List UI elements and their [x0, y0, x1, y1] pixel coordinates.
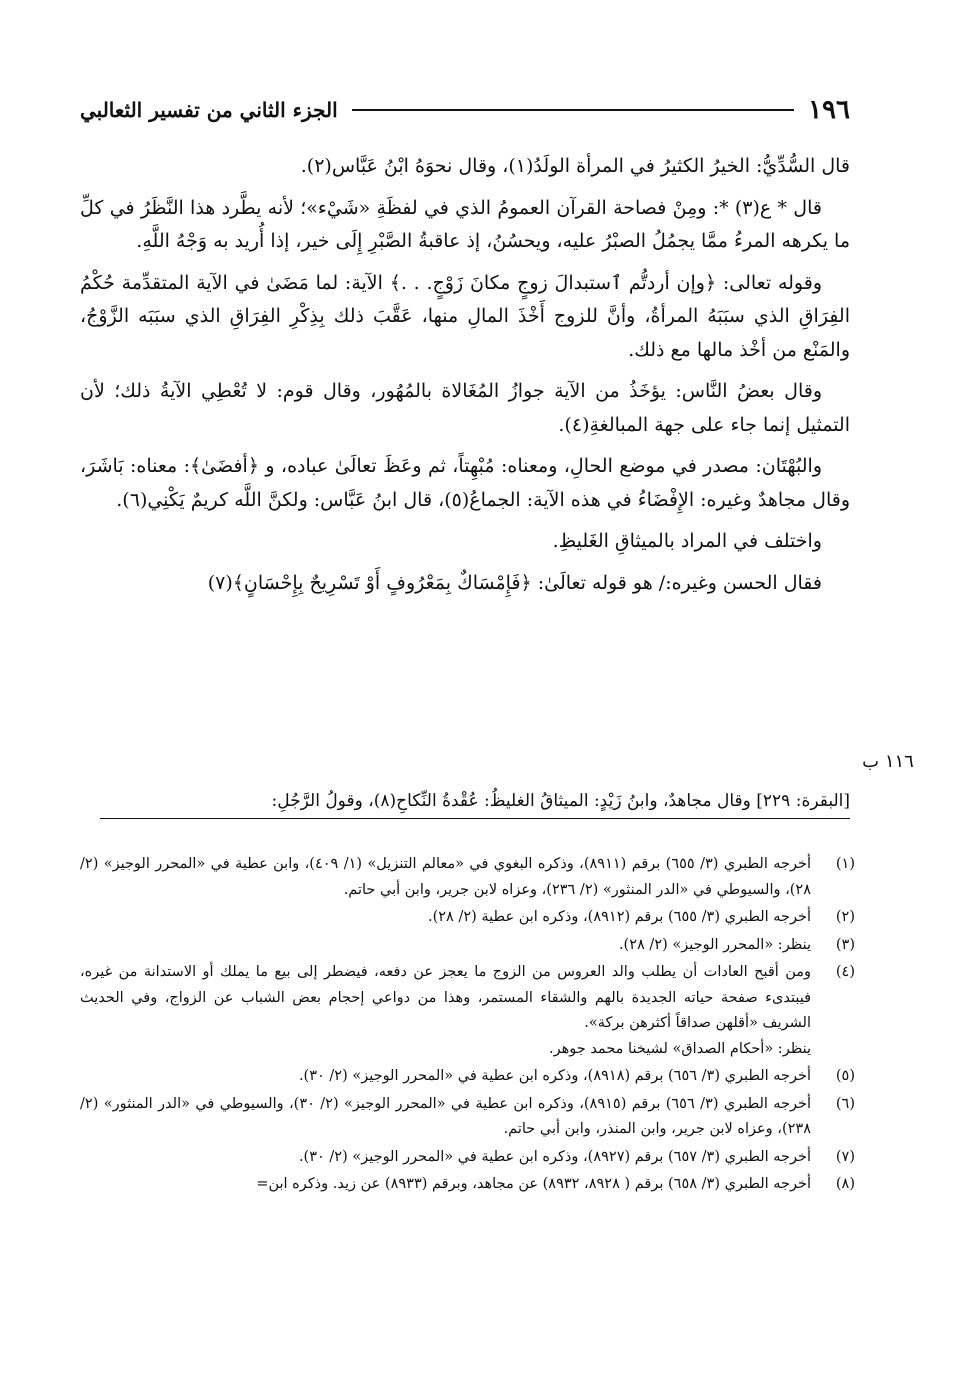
footnote: [80, 1064, 855, 1090]
footnote-text: ينظر: «المحرر الوجيز» (٢/ ٢٨).: [618, 936, 811, 953]
footnote-number: (٤): [835, 964, 855, 980]
footnote-number: (٦): [835, 1095, 855, 1112]
footnote-separator-rule: [100, 818, 850, 819]
footnote-text: أخرجه الطبري (٣/ ٦٥٧) برقم (٨٩٢٧)، وذكره ابن عطية في «المحرر الوجيز» (٢/ ٣٠).: [298, 1148, 811, 1165]
footnote-number: (٥): [835, 1068, 855, 1084]
paragraph: والبُهْتَان: مصدر في موضع الحالِ، ومعناه: مُبْهِتاً، ثم وعَظَ تعالَىٰ عباده، و ﴿أفضَىٰ﴾: معناه: بَاشَرَ، وقال مجاهدٌ وغيره: الإِفْضَاءُ في هذه الآية: الجماعُ(٥)، قال ابنُ عَبَّاس: ولكنَّ اللَّه كريمٌ يَكْنِي(٦).: [80, 455, 850, 511]
footnote-text: ومن أقبح العادات أن يطلب والد العروس من الزوج ما يعجز عن دفعه، فيضطر إلى بيع ما يملك أو الاستدانة من غيره، فيبتدىء صفحة حياته الجديدة بالهم والشقاء المستمر، وهذا من دواعي إحجام بعض الشباب عن الزواج، وفي الحديث الشريف «أقلهن صداقاً أكثرهن بركة».: [80, 964, 811, 1031]
manuscript-folio-note: ١١٦ ب: [862, 751, 914, 772]
page-number: ١٩٦: [808, 95, 850, 125]
footnote-text: أخرجه الطبري (٣/ ٦٥٦) برقم (٨٩١٥)، وذكره ابن عطية في «المحرر الوجيز» (٢/ ٣٠)، والسيوطي في «الدر المنثور» (٢/ ٢٣٨)، وعزاه لابن جرير، وابن المنذر، وابن أبي حاتم.: [80, 1095, 812, 1137]
footnote-number: (٧): [835, 1148, 855, 1165]
footnote-text: أخرجه الطبري (٣/ ٦٥٥) برقم (٨٩١١)، وذكره البغوي في «معالم التنزيل» (١/ ٤٠٩)، وابن عطية في «المحرر الوجيز» (٢/ ٢٨)، والسيوطي في «الدر المنثور» (٢/ ٢٣٦)، وعزاه لابن جرير، وابن أبي حاتم.: [80, 856, 811, 898]
footnote: [80, 852, 855, 903]
footnote-text: ينظر: «أحكام الصداق» لشيخنا محمد جوهر.: [549, 1040, 811, 1057]
footnote-number: (٨): [835, 1176, 855, 1192]
main-text: [80, 150, 850, 840]
paragraph: قال السُّدِّيُّ: الخيرُ الكثيرُ في المرأة الولَدُ(١)، وقال نحوَهُ ابْنُ عَبَّاس(٢).: [300, 155, 850, 177]
footnote: [80, 960, 855, 1062]
paragraph: قال * ع(٣) *: ومِنْ فصاحة القرآن العمومُ الذي في لفظَةِ «شَيْء»؛ لأنه يطَّرد هذا النَّظَرُ في كلِّ ما يكرهه المرءُ ممَّا يجمُلُ الصبْرُ عليه، ويحسُنُ، إذ عاقبةُ الصَّبْرِ إِلَى خير، إذا أُريد به وَجْهُ اللَّهِ.: [80, 196, 850, 252]
footnotes: [80, 852, 855, 1312]
page-header: [80, 92, 850, 128]
header-rule: [352, 109, 794, 111]
footnote: [80, 905, 855, 931]
footnote: [80, 933, 855, 959]
footnote-text: أخرجه الطبري (٣/ ٦٥٥) برقم (٨٩١٢)، وذكره ابن عطية (٢/ ٢٨).: [427, 909, 811, 925]
paragraph: وقال بعضُ النَّاس: يؤخَذُ من الآية جوازُ المُغَالاة بالمُهُور، وقال قوم: لا تُعْطِي الآيةُ ذلك؛ لأن التمثيل إنما جاء على جهة المبالغةِ(٤).: [80, 380, 850, 436]
footnote: [80, 1092, 855, 1143]
footnote-number: (١): [835, 856, 855, 872]
running-title: الجزء الثاني من تفسير الثعالبي: [80, 98, 338, 122]
footnote-number: (٢): [835, 909, 855, 925]
footnote-text: أخرجه الطبري (٣/ ٦٥٦) برقم (٨٩١٨)، وذكره ابن عطية في «المحرر الوجيز» (٢/ ٣٠).: [298, 1068, 811, 1084]
footnote: [80, 1172, 855, 1198]
paragraph: وقوله تعالى: ﴿وإن أردتُّم ٱستبدالَ زوجٍ مكانَ زَوْجٍ. . .﴾ الآية: لما مَضَىٰ في الآية المتقدِّمة حُكْمُ الفِرَاقِ الذي سبَبَهُ المرأةُ، وأنَّ للزوج أَخْذَ المالِ منها، عَقَّبَ ذلك بِذِكْرِ الفِرَاقِ الذي سبَبَه الزَّوْجُ، والمَنْع من أخْذ مالها مع ذلك.: [80, 271, 850, 361]
paragraph: واختلف في المراد بالميثاقِ الغَليظِ.: [552, 530, 822, 552]
footnote: [80, 1145, 855, 1171]
continued-text-line: [البقرة: ٢٢٩] وقال مجاهدٌ، وابنُ زَيْدٍ: الميثاقُ الغليظُ: عُقْدةُ النِّكاحِ(٨)، وقولُ الرَّجُلِ:: [271, 791, 850, 811]
footnote-number: (٣): [835, 936, 855, 953]
paragraph: فقال الحسن وغيره:/ هو قوله تعالَىٰ: ﴿فَإِمْسَاكٌ بِمَعْرُوفٍ أَوْ تَسْرِيحٌ بِإِحْسَانٍ﴾(٧): [207, 571, 822, 594]
footnote-text: أخرجه الطبري (٣/ ٦٥٨) برقم ( ٨٩٢٨، ٨٩٣٢) عن مجاهد، وبرقم (٨٩٣٣) عن زيد. وذكره ابن=: [256, 1176, 811, 1192]
